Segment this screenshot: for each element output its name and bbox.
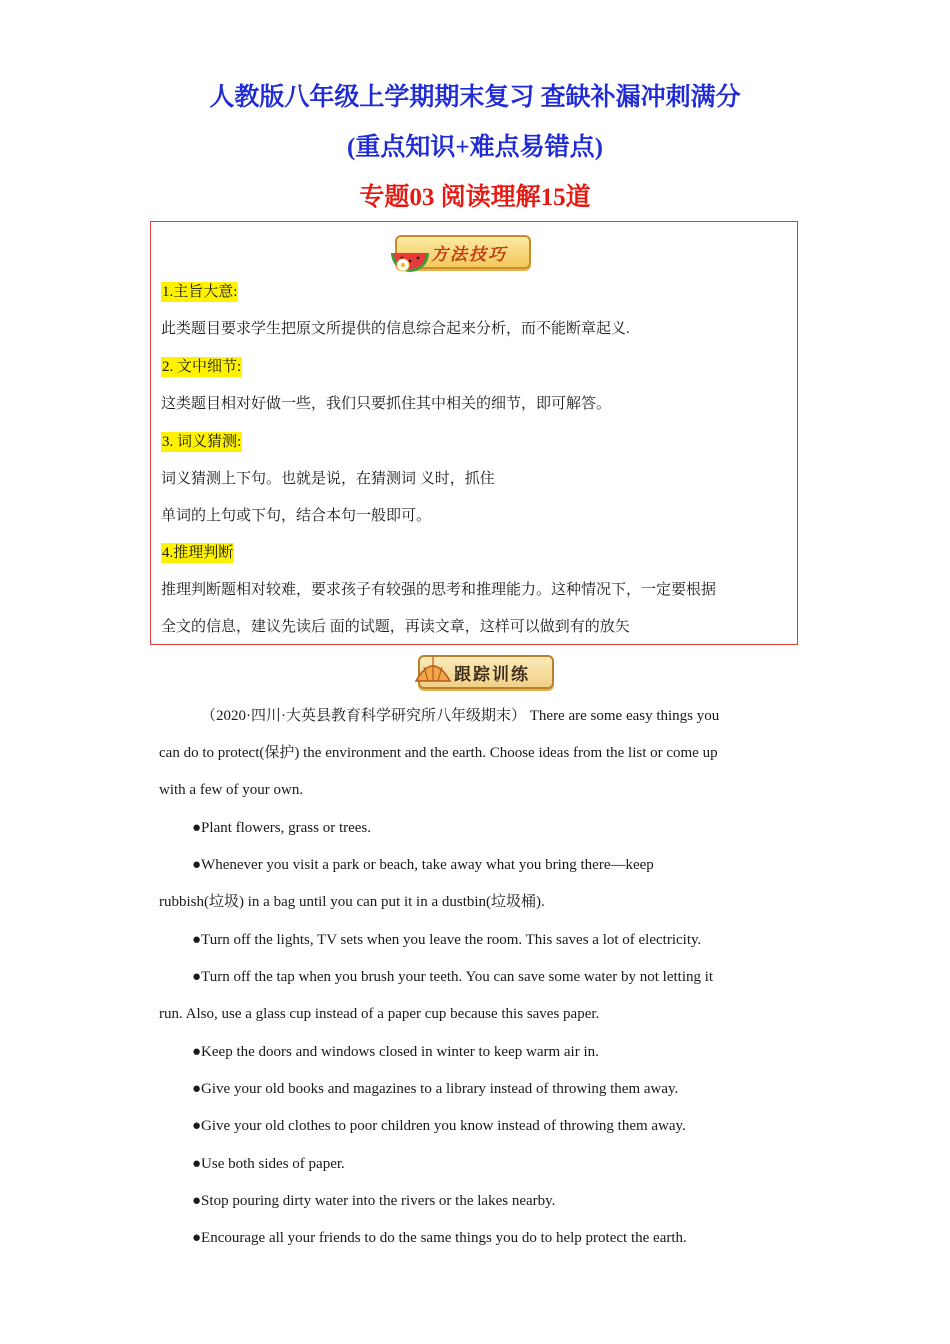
method-tips-box bbox=[150, 221, 798, 645]
section-text-word-guess-2: 单词的上句或下句，结合本句一般即可。 bbox=[161, 508, 432, 524]
passage-bullet-5: ●Keep the doors and windows closed in winter to keep warm air in. bbox=[192, 1044, 599, 1060]
page-title: 人教版八年级上学期期末复习 查缺补漏冲刺满分 bbox=[209, 84, 741, 111]
practice-banner bbox=[418, 650, 554, 694]
shell-icon bbox=[410, 647, 456, 693]
passage-line-3: with a few of your own. bbox=[159, 782, 304, 798]
method-banner bbox=[395, 230, 531, 274]
section-text-inference-1: 推理判断题相对较难，要求孩子有较强的思考和推理能力。这种情况下，一定要根据 bbox=[161, 582, 717, 598]
section-text-main-idea: 此类题目要求学生把原文所提供的信息综合起来分析，而不能断章起义. bbox=[161, 321, 630, 337]
passage-line-2: can do to protect(保护) the environment and the earth. Choose ideas from the list or come up bbox=[159, 745, 718, 761]
section-heading-main-idea: 1.主旨大意: bbox=[162, 284, 238, 300]
passage-line-1: （2020·四川·大英县教育科学研究所八年级期末） There are some easy things you bbox=[201, 708, 720, 724]
passage-bullet-2-cont: rubbish(垃圾) in a bag until you can put it in a dustbin(垃圾桶). bbox=[159, 894, 545, 910]
section-text-word-guess-1: 词义猜测上下句。也就是说，在猜测词 义时，抓住 bbox=[161, 471, 495, 487]
passage-bullet-4: ●Turn off the tap when you brush your teeth. You can save some water by not letting it bbox=[192, 969, 714, 985]
passage-bullet-3: ●Turn off the lights, TV sets when you leave the room. This saves a lot of electricity. bbox=[192, 932, 702, 948]
passage-bullet-4-cont: run. Also, use a glass cup instead of a paper cup because this saves paper. bbox=[159, 1006, 600, 1022]
watermelon-flower-icon bbox=[387, 227, 433, 273]
section-text-inference-2: 全文的信息，建议先读后 面的试题，再读文章，这样可以做到有的放矢 bbox=[161, 619, 630, 635]
passage-bullet-7: ●Give your old clothes to poor children you know instead of throwing them away. bbox=[192, 1118, 686, 1134]
page-subtitle: (重点知识+难点易错点) bbox=[347, 134, 603, 161]
passage-bullet-2: ●Whenever you visit a park or beach, take away what you bring there—keep bbox=[192, 857, 654, 873]
passage-bullet-9: ●Stop pouring dirty water into the rivers or the lakes nearby. bbox=[192, 1193, 556, 1209]
passage-bullet-1: ●Plant flowers, grass or trees. bbox=[192, 820, 372, 836]
section-heading-word-guess: 3. 词义猜测: bbox=[162, 434, 242, 450]
passage-bullet-8: ●Use both sides of paper. bbox=[192, 1156, 345, 1172]
method-banner-label: 方法技巧 bbox=[431, 244, 507, 265]
section-heading-details: 2. 文中细节: bbox=[162, 359, 242, 375]
practice-banner-label: 跟踪训练 bbox=[454, 664, 530, 685]
section-heading-inference: 4.推理判断 bbox=[162, 545, 234, 561]
method-banner-scroll bbox=[395, 235, 531, 269]
passage-bullet-6: ●Give your old books and magazines to a library instead of throwing them away. bbox=[192, 1081, 679, 1097]
passage-bullet-10: ●Encourage all your friends to do the same things you do to help protect the earth. bbox=[192, 1230, 687, 1246]
section-text-details: 这类题目相对好做一些，我们只要抓住其中相关的细节，即可解答。 bbox=[161, 396, 612, 412]
practice-banner-scroll bbox=[418, 655, 554, 689]
topic-title: 专题03 阅读理解15道 bbox=[359, 184, 591, 211]
